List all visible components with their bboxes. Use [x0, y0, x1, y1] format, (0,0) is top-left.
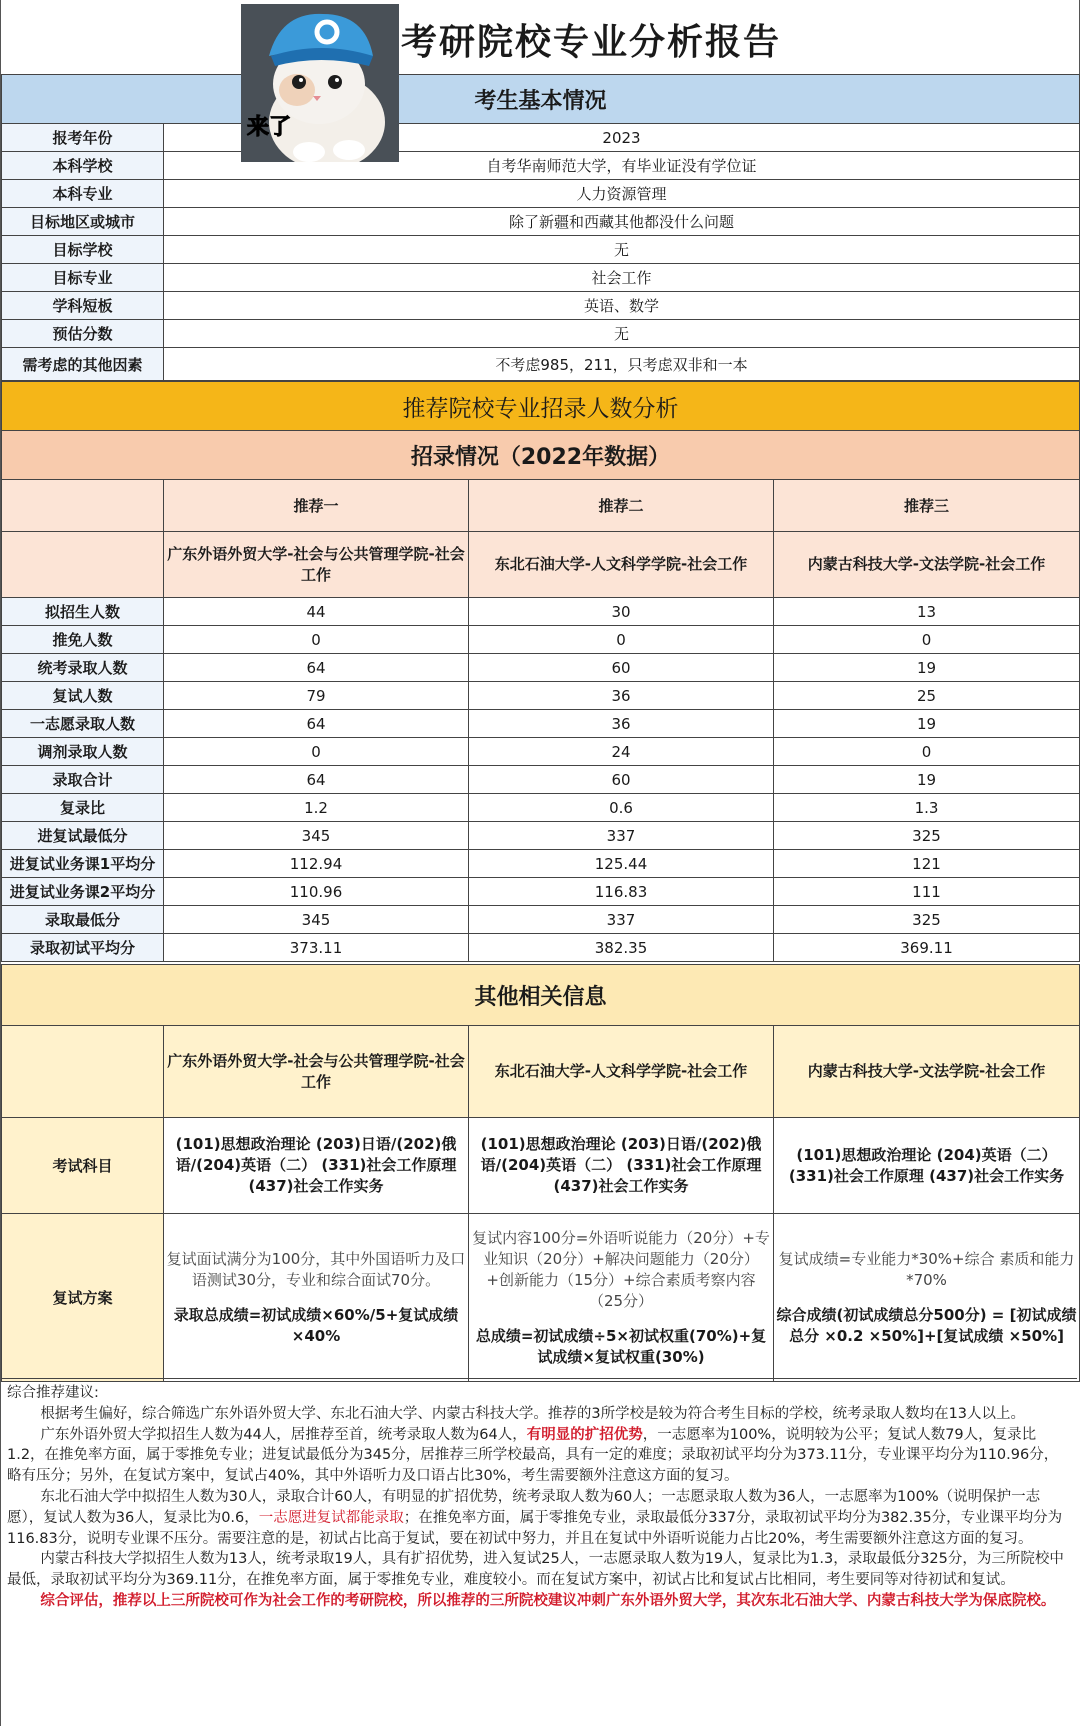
school-name: 内蒙古科技大学-文法学院-社会工作	[774, 532, 1080, 598]
report-header	[1, 0, 1080, 74]
basic-info-table	[1, 74, 1080, 381]
metric-value: 24	[469, 738, 774, 766]
header-blank	[2, 480, 164, 532]
metric-value: 0	[774, 626, 1080, 654]
recommend-section-title: 推荐院校专业招录人数分析	[2, 382, 1080, 431]
school-name: 广东外语外贸大学-社会与公共管理学院-社会工作	[164, 532, 469, 598]
metric-value: 1.2	[164, 794, 469, 822]
metric-value: 19	[774, 710, 1080, 738]
basic-value: 无	[164, 236, 1080, 264]
metric-value: 112.94	[164, 850, 469, 878]
metric-value: 110.96	[164, 878, 469, 906]
metric-value: 0	[774, 738, 1080, 766]
summary-highlight: 一志愿进复试都能录取	[258, 1509, 404, 1526]
exam-subjects: (101)思想政治理论 (203)日语/(202)俄语/(204)英语（二） (331)社会工作原理 (437)社会工作实务	[164, 1118, 469, 1214]
other-school-name: 东北石油大学-人文科学学院-社会工作	[469, 1026, 774, 1118]
metric-value: 125.44	[469, 850, 774, 878]
summary-text: ；在推免率方面，属于零推免专业，录取最低分337分，录取初试平均分为382.35分，专业课平均分为116.83分，说明专业课不压分。需要注意的是，初试占比高于复试，要在初试中努力，并且在复试中外语听说能力占比20%，考生需要额外注意这方面的复习。	[7, 1509, 1063, 1547]
metric-value: 345	[164, 822, 469, 850]
cat-sticker-image	[241, 4, 399, 162]
retest-text: 复试成绩=专业能力*30%+综合 素质和能力*70%	[778, 1249, 1075, 1289]
metric-value: 345	[164, 906, 469, 934]
summary-text: 东北石油大学中拟招生人数为30人，录取合计60人，有明显的扩招优势，统考录取人数为60人；一志愿录取人数为36人，一志愿率为100%（说明保护一志愿），复试人数为36人，复录比为0.6，	[7, 1488, 1041, 1526]
basic-value: 不考虑985，211，只考虑双非和一本	[164, 348, 1080, 381]
basic-label: 本科专业	[2, 180, 164, 208]
metric-value: 116.83	[469, 878, 774, 906]
other-school-blank	[2, 1026, 164, 1118]
metric-value: 60	[469, 654, 774, 682]
metric-value: 25	[774, 682, 1080, 710]
basic-value: 人力资源管理	[164, 180, 1080, 208]
metric-value: 44	[164, 598, 469, 626]
basic-label: 预估分数	[2, 320, 164, 348]
basic-label: 目标学校	[2, 236, 164, 264]
summary-heading: 综合推荐建议:	[7, 1385, 99, 1401]
admission-table	[1, 381, 1080, 962]
retest-plan	[164, 1214, 469, 1382]
metric-value: 36	[469, 710, 774, 738]
exam-label: 考试科目	[2, 1118, 164, 1214]
basic-label: 目标专业	[2, 264, 164, 292]
summary-text: ，一志愿率为100%，说明较为公平；复试人数79人，复录比1.2，在推免率方面，属于零推免专业；进复试最低分为345分，居推荐三所学校最高，具有一定的难度；录取初试平均分为373.11分，专业课平均分为110.96分，略有压分；另外，在复试方案中，复试占40%，其中外语听力及口语占比30%，考生需要额外注意这方面的复习。	[7, 1426, 1059, 1485]
metric-label: 进复试业务课1平均分	[2, 850, 164, 878]
metric-value: 19	[774, 654, 1080, 682]
metric-value: 325	[774, 822, 1080, 850]
metric-label: 进复试业务课2平均分	[2, 878, 164, 906]
school-name: 东北石油大学-人文科学学院-社会工作	[469, 532, 774, 598]
other-info-table	[1, 964, 1080, 1382]
page-title: 考研院校专业分析报告	[401, 22, 782, 63]
summary-paragraph	[7, 1487, 1071, 1549]
other-school-name: 内蒙古科技大学-文法学院-社会工作	[774, 1026, 1080, 1118]
retest-formula: 总成绩=初试成绩÷5×初试权重(70%)+复试成绩×复试权重(30%)	[475, 1326, 767, 1366]
metric-value: 30	[469, 598, 774, 626]
basic-label: 报考年份	[2, 124, 164, 152]
basic-value: 无	[164, 320, 1080, 348]
basic-value: 除了新疆和西藏其他都没什么问题	[164, 208, 1080, 236]
summary-paragraph: 内蒙古科技大学拟招生人数为13人，统考录取19人，具有扩招优势，进入复试25人，一志愿录取人数为19人，复录比为1.3，录取最低分325分，为三所院校中最低，录取初试平均分为369.11分，在推免率方面，属于零推免专业，难度较小。而在复试方案中，初试占比和复试占比相同，考生要同等对待初试和复试。	[7, 1551, 1064, 1589]
metric-value: 79	[164, 682, 469, 710]
metric-label: 录取初试平均分	[2, 934, 164, 962]
metric-value: 36	[469, 682, 774, 710]
metric-value: 382.35	[469, 934, 774, 962]
other-section-title: 其他相关信息	[2, 965, 1080, 1026]
metric-value: 64	[164, 654, 469, 682]
basic-value: 2023	[164, 124, 1080, 152]
metric-label: 进复试最低分	[2, 822, 164, 850]
summary-text: 广东外语外贸大学拟招生人数为44人，居推荐至首，统考录取人数为64人，	[40, 1426, 527, 1443]
metric-value: 121	[774, 850, 1080, 878]
recommend-header: 推荐三	[774, 480, 1080, 532]
metric-value: 337	[469, 906, 774, 934]
retest-text: 复试内容100分=外语听说能力（20分）+专业知识（20分）+解决问题能力（20分）+创新能力（15分）+综合素质考察内容（25分）	[472, 1228, 770, 1310]
retest-label: 复试方案	[2, 1214, 164, 1382]
retest-plan	[469, 1214, 774, 1382]
exam-subjects: (101)思想政治理论 (204)英语（二） (331)社会工作原理 (437)社会工作实务	[774, 1118, 1080, 1214]
retest-text: 复试面试满分为100分，其中外国语听力及口语测试30分，专业和综合面试70分。	[166, 1249, 466, 1289]
retest-plan	[774, 1214, 1080, 1382]
metric-value: 0	[469, 626, 774, 654]
retest-formula: 综合成绩(初试成绩总分500分) = [初试成绩总分 ×0.2 ×50%]+[复试成绩 ×50%]	[776, 1305, 1077, 1345]
recommend-header: 推荐一	[164, 480, 469, 532]
metric-value: 64	[164, 710, 469, 738]
metric-label: 录取最低分	[2, 906, 164, 934]
metric-label: 调剂录取人数	[2, 738, 164, 766]
summary-conclusion: 综合评估，推荐以上三所院校可作为社会工作的考研院校，所以推荐的三所院校建议冲刺广东外语外贸大学，其次东北石油大学、内蒙古科技大学为保底院校。	[40, 1592, 1056, 1609]
retest-formula: 录取总成绩=初试成绩×60%/5+复试成绩×40%	[173, 1305, 459, 1345]
metric-value: 369.11	[774, 934, 1080, 962]
metric-value: 325	[774, 906, 1080, 934]
basic-label: 学科短板	[2, 292, 164, 320]
summary-paragraph: 根据考生偏好，综合筛选广东外语外贸大学、东北石油大学、内蒙古科技大学。推荐的3所学校是较为符合考生目标的学校，统考录取人数均在13人以上。	[40, 1405, 1026, 1422]
basic-label: 需考虑的其他因素	[2, 348, 164, 381]
metric-label: 录取合计	[2, 766, 164, 794]
basic-label: 本科学校	[2, 152, 164, 180]
metric-label: 复试人数	[2, 682, 164, 710]
metric-value: 60	[469, 766, 774, 794]
school-blank	[2, 532, 164, 598]
recommend-sub-title: 招录情况（2022年数据）	[2, 431, 1080, 480]
sticker-caption: 来了	[247, 115, 292, 140]
basic-label: 目标地区或城市	[2, 208, 164, 236]
metric-value: 64	[164, 766, 469, 794]
metric-label: 拟招生人数	[2, 598, 164, 626]
metric-value: 337	[469, 822, 774, 850]
exam-subjects: (101)思想政治理论 (203)日语/(202)俄语/(204)英语（二） (331)社会工作原理 (437)社会工作实务	[469, 1118, 774, 1214]
basic-value: 自考华南师范大学，有毕业证没有学位证	[164, 152, 1080, 180]
basic-value: 英语、数学	[164, 292, 1080, 320]
metric-value: 373.11	[164, 934, 469, 962]
metric-value: 13	[774, 598, 1080, 626]
metric-label: 一志愿录取人数	[2, 710, 164, 738]
basic-section-title: 考生基本情况	[2, 75, 1080, 124]
metric-value: 0.6	[469, 794, 774, 822]
metric-value: 19	[774, 766, 1080, 794]
metric-value: 0	[164, 738, 469, 766]
basic-value: 社会工作	[164, 264, 1080, 292]
metric-label: 复录比	[2, 794, 164, 822]
metric-label: 推免人数	[2, 626, 164, 654]
other-school-name: 广东外语外贸大学-社会与公共管理学院-社会工作	[164, 1026, 469, 1118]
summary-section	[1, 1378, 1077, 1731]
recommend-header: 推荐二	[469, 480, 774, 532]
summary-paragraph	[7, 1425, 1071, 1487]
metric-label: 统考录取人数	[2, 654, 164, 682]
metric-value: 111	[774, 878, 1080, 906]
metric-value: 1.3	[774, 794, 1080, 822]
summary-highlight: 有明显的扩招优势	[526, 1426, 643, 1443]
metric-value: 0	[164, 626, 469, 654]
